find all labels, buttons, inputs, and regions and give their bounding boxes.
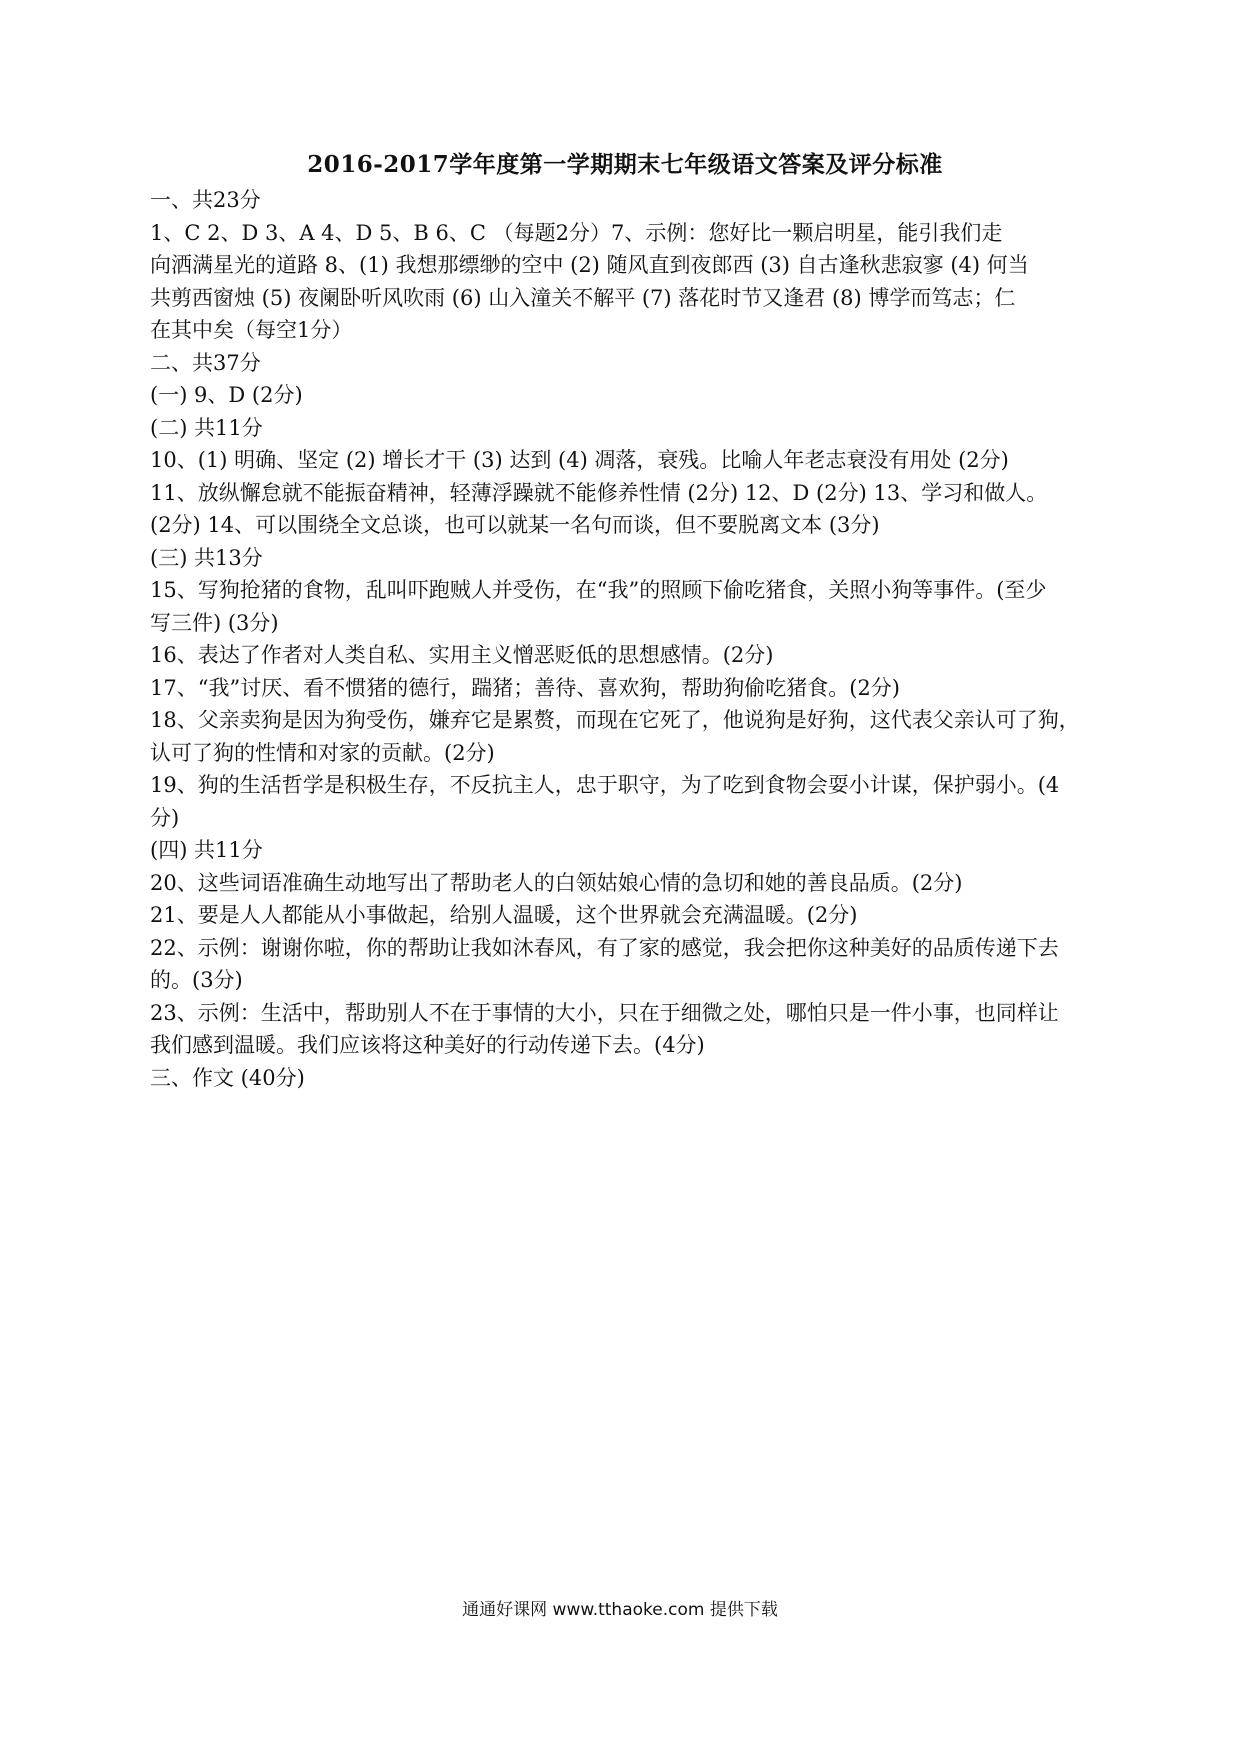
answer-key-document xyxy=(150,148,1100,1094)
answer-line: 23、示例：生活中，帮助别人不在于事情的大小，只在于细微之处，哪怕只是一件小事，也同样让 xyxy=(150,1000,1059,1025)
answer-line: 1、C 2、D 3、A 4、D 5、B 6、C （每题2分）7、示例：您好比一颗启明星，能引我们走 xyxy=(150,220,1003,245)
answer-line: 15、写狗抢猪的食物，乱叫吓跑贼人并受伤，在“我”的照顾下偷吃猪食，关照小狗等事件。(至少 xyxy=(150,578,1047,602)
answer-line: 16、表达了作者对人类自私、实用主义憎恶贬低的思想感情。(2分) xyxy=(150,643,774,667)
answer-line: 11、放纵懈怠就不能振奋精神，轻薄浮躁就不能修养性情 (2分) 12、D (2分) 13、学习和做人。 xyxy=(150,480,1048,505)
answer-line: 在其中矣（每空1分） xyxy=(150,318,353,342)
section-heading-1: 一、共23分 xyxy=(150,188,261,212)
document-title: 2016-2017学年度第一学期期末七年级语文答案及评分标准 xyxy=(307,151,943,178)
answer-line: (2分) 14、可以围绕全文总谈，也可以就某一名句而谈，但不要脱离文本 (3分) xyxy=(150,513,880,537)
answer-line: 22、示例：谢谢你啦，你的帮助让我如沐春风，有了家的感觉，我会把你这种美好的品质传递下去 xyxy=(150,935,1059,960)
answer-line: 18、父亲卖狗是因为狗受伤，嫌弃它是累赘，而现在它死了，他说狗是好狗，这代表父亲认可了狗， xyxy=(150,708,1080,732)
section-heading-3: 三、作文 (40分) xyxy=(150,1065,305,1090)
subsection-3: (三) 共13分 xyxy=(150,545,263,570)
answer-line: 20、这些词语准确生动地写出了帮助老人的白领姑娘心情的急切和她的善良品质。(2分) xyxy=(150,870,963,895)
subsection-1: (一) 9、D (2分) xyxy=(150,383,303,407)
section-heading-2: 二、共37分 xyxy=(150,350,261,375)
answer-line: 21、要是人人都能从小事做起，给别人温暖，这个世界就会充满温暖。(2分) xyxy=(150,903,858,927)
answer-line: 的。(3分) xyxy=(150,968,243,992)
answer-line: 19、狗的生活哲学是积极生存，不反抗主人，忠于职守，为了吃到食物会耍小计谋，保护弱小。(4 xyxy=(150,773,1060,797)
answer-line: 分) xyxy=(150,805,180,830)
subsection-4: (四) 共11分 xyxy=(150,838,263,862)
answer-line: 写三件) (3分) xyxy=(150,610,279,635)
answer-line: 我们感到温暖。我们应该将这种美好的行动传递下去。(4分) xyxy=(150,1033,705,1057)
answer-line: 10、(1) 明确、坚定 (2) 增长才干 (3) 达到 (4) 凋落，衰残。比喻人年老志衰没有用处 (2分) xyxy=(150,448,1009,472)
answer-line: 认可了狗的性情和对家的贡献。(2分) xyxy=(150,740,495,765)
answer-lines xyxy=(150,184,1100,1094)
subsection-2: (二) 共11分 xyxy=(150,415,263,440)
answer-line: 共剪西窗烛 (5) 夜阑卧听风吹雨 (6) 山入潼关不解平 (7) 落花时节又逢君 (8) 博学而笃志；仁 xyxy=(150,285,1016,310)
answer-line: 17、“我”讨厌、看不惯猪的德行，踹猪；善待、喜欢狗，帮助狗偷吃猪食。(2分) xyxy=(150,675,900,700)
answer-line: 向洒满星光的道路 8、(1) 我想那缥缈的空中 (2) 随风直到夜郎西 (3) 自古逢秋悲寂寥 (4) 何当 xyxy=(150,253,1029,277)
page-footer: 通通好课网 www.tthaoke.com 提供下载 xyxy=(462,1600,778,1620)
